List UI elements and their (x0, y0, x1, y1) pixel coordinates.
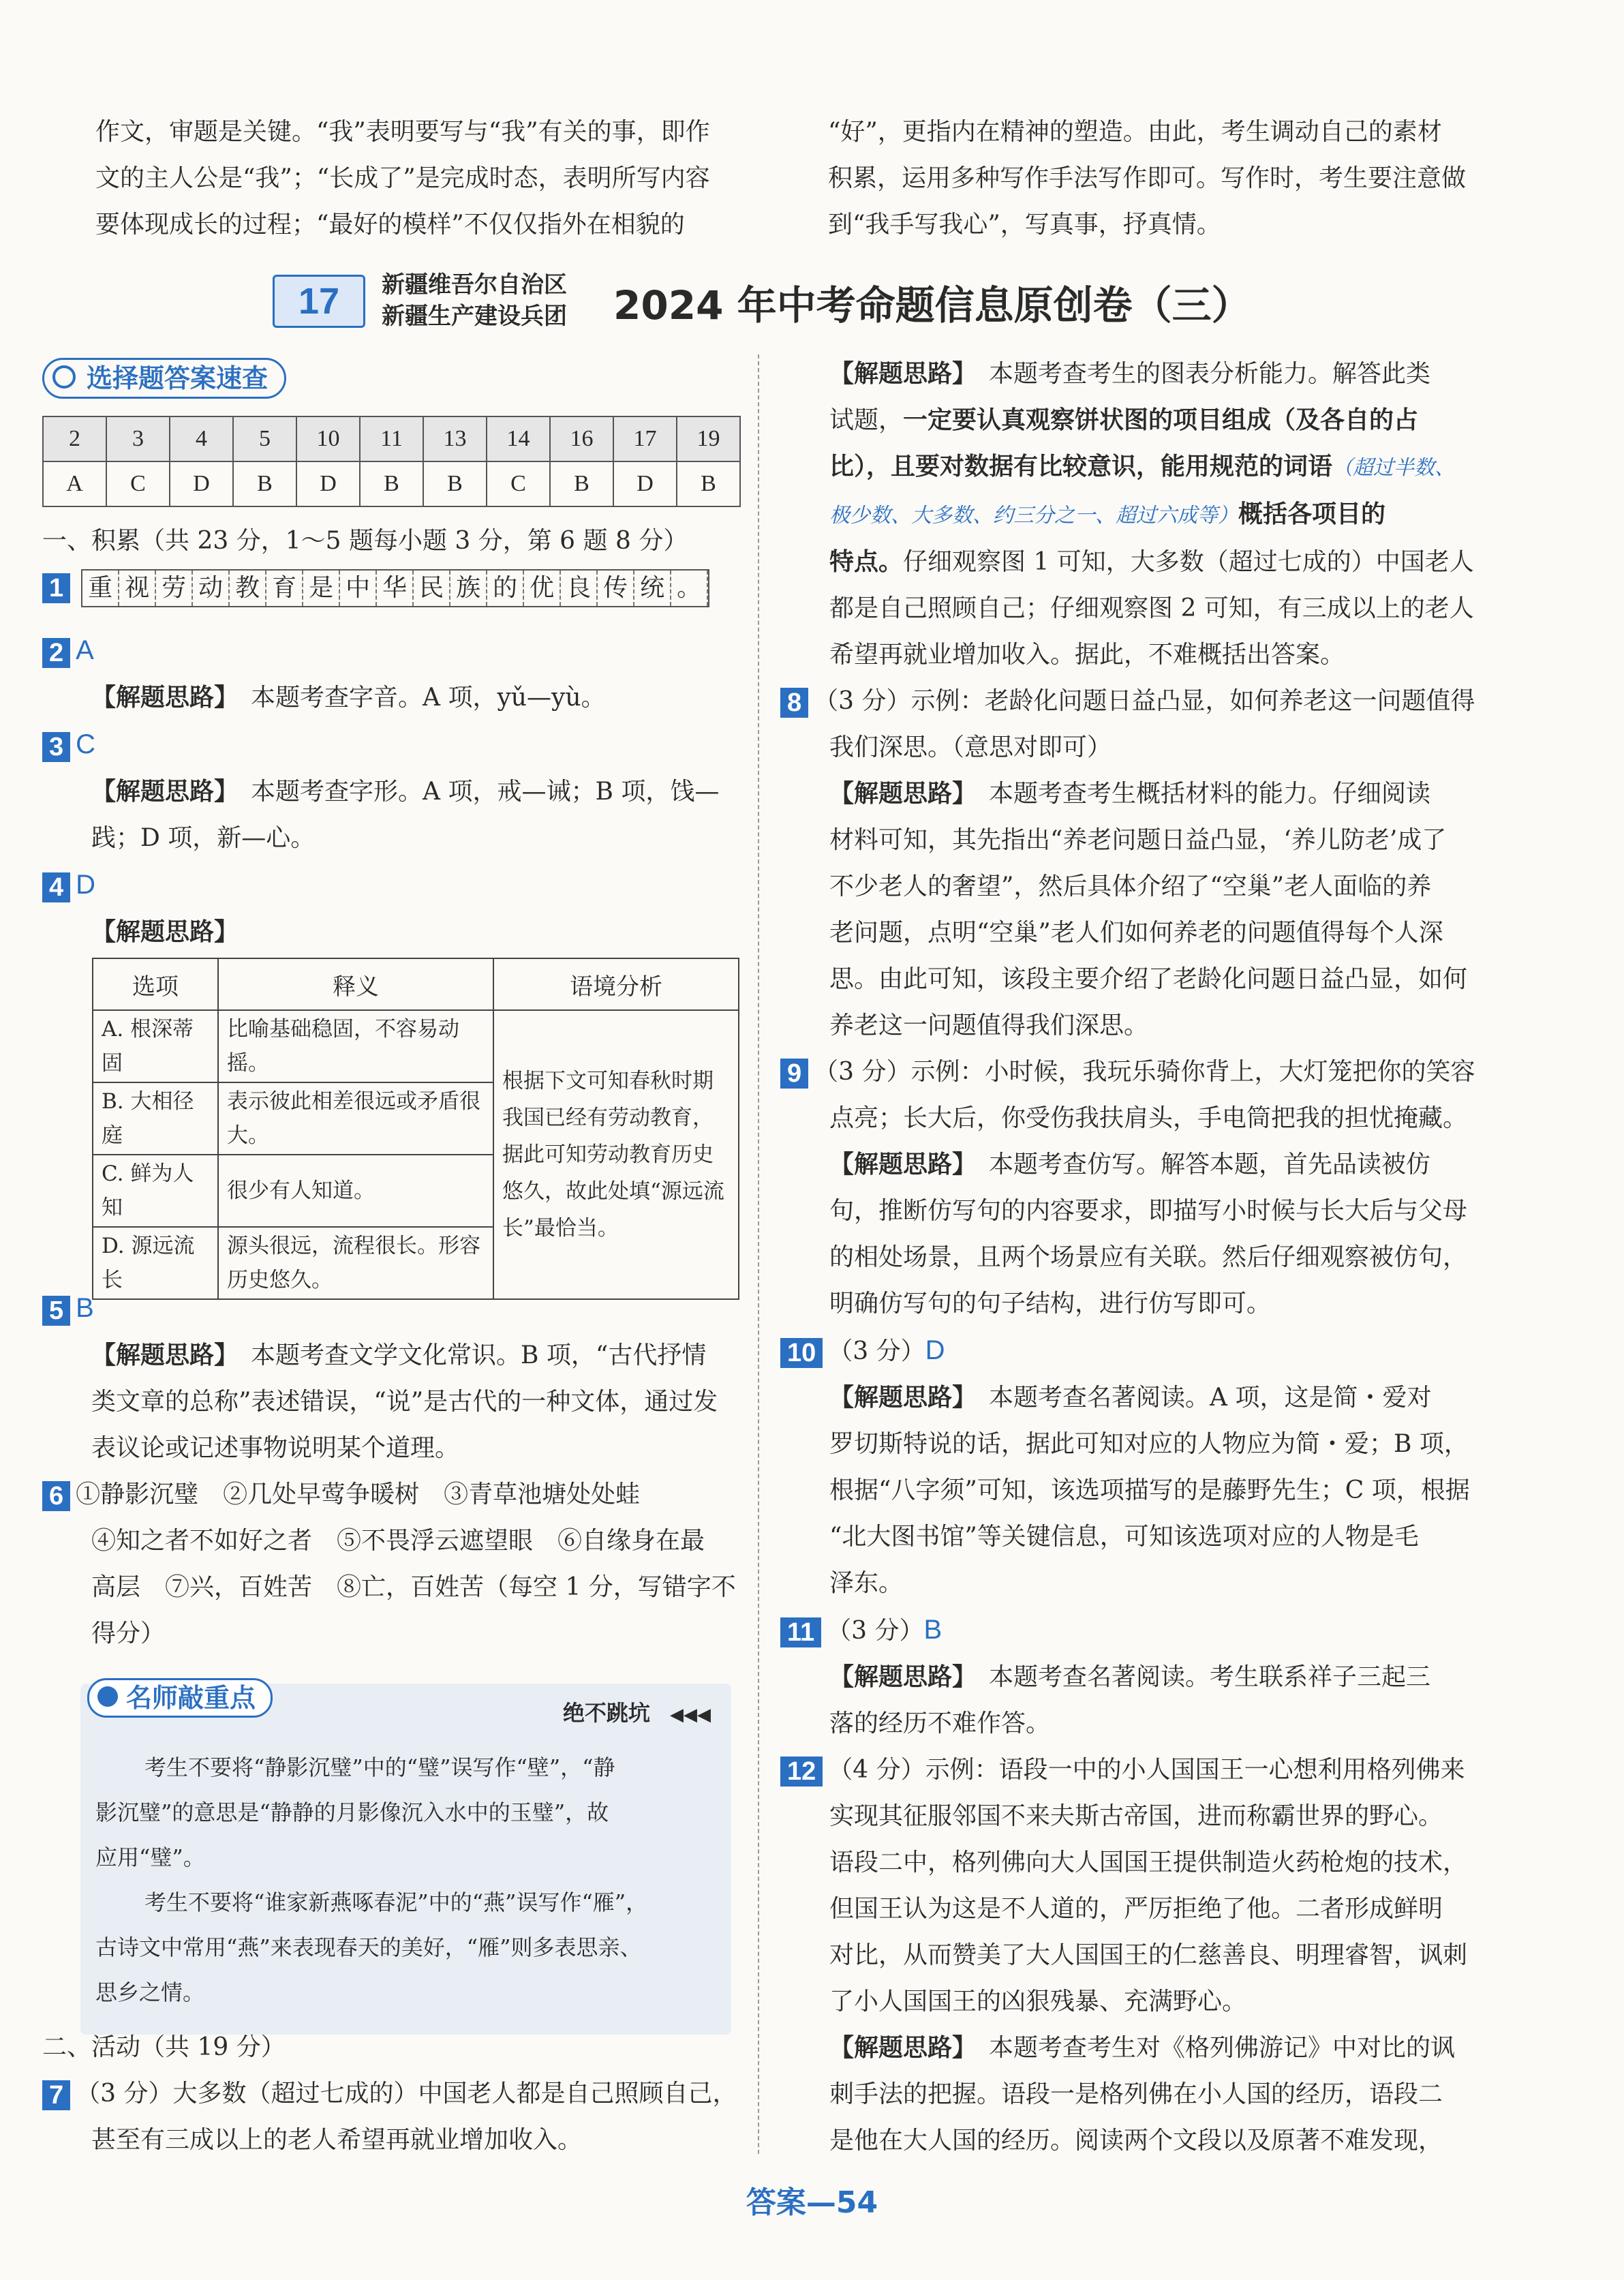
target-icon (52, 365, 76, 389)
dictation-char: 的 (487, 571, 524, 606)
dictation-char: 教 (230, 571, 266, 606)
q10: 10 （3 分）D (780, 1327, 1482, 1375)
q5: 5 B (42, 1285, 744, 1333)
dictation-char: 良 (561, 571, 598, 606)
question-number-cell: 14 (487, 416, 550, 461)
quick-check-label: 选择题答案速查 (42, 358, 286, 399)
q8: 8 （3 分）示例：老龄化问题日益凸显，如何养老这一问题值得 (780, 678, 1482, 725)
dictation-char: 劳 (156, 571, 193, 606)
answer-cell: B (550, 461, 613, 506)
region-line1: 新疆维吾尔自治区 (382, 271, 567, 299)
q1: 1 重 视 劳 动 教 育 是 中 华 民 族 的 优 良 传 统 。 (42, 569, 709, 607)
dictation-char: 优 (524, 571, 561, 606)
answer-cell: D (613, 461, 677, 506)
q9: 9 （3 分）示例：小时候，我玩乐骑你背上，大灯笼把你的笑容 (780, 1049, 1482, 1095)
left-column-3: 二、活动（共 19 分） 7 （3 分）大多数（超过七成的）中国老人都是自己照顾自己， 甚至有三成以上的老人希望再就业增加收入。 (42, 2024, 744, 2163)
header-analysis: 语境分析 (493, 958, 739, 1010)
left-column: 2 A 【解题思路】 本题考查字音。A 项，yǔ—yù。 3 C 【解题思路】 本题考查字形。A 项，戒—诫；B 项，饯— 践；D 项，新—心。 4 D 【解题思路】 (42, 627, 744, 956)
dictation-char: 重 (82, 571, 119, 606)
answer-quick-table (42, 416, 741, 507)
header-option: 选项 (93, 958, 218, 1010)
dictation-char: 中 (340, 571, 377, 606)
dictation-char: 动 (193, 571, 230, 606)
dictation-grid (81, 569, 709, 607)
teacher-tip-box: 名师敲重点 绝不跳坑 ◀◀◀ 考生不要将“静影沉璧”中的“璧”误写作“壁”，“静 影沉璧”的意思是“静静的月影像沉入水中的玉璧”，故 应用“璧”。 考生不要将“谁家新燕啄春泥”中的“燕”误写作“雁”， 古诗文中常用“燕”来表现春天的美好，“雁”则多表思亲、 思乡之情。 (80, 1684, 731, 2035)
answer-cell: C (106, 461, 170, 506)
q2: 2 A (42, 627, 744, 675)
dictation-char: 传 (598, 571, 634, 606)
q6: 6 ①静影沉璧 ②几处早莺争暖树 ③青草池塘处处蛙 (42, 1472, 744, 1518)
question-number-cell: 19 (677, 416, 740, 461)
question-number-cell: 13 (423, 416, 487, 461)
question-number-cell: 4 (170, 416, 233, 461)
question-number-cell: 11 (360, 416, 423, 461)
question-number-cell: 3 (106, 416, 170, 461)
section1-title: 一、积累（共 23 分，1～5 题每小题 3 分，第 6 题 8 分） (42, 527, 688, 555)
paper-number: 17 (273, 275, 365, 328)
answer-cell: D (170, 461, 233, 506)
answer-cell: B (360, 461, 423, 506)
paper-header (273, 269, 1295, 337)
answer-cell: B (677, 461, 740, 506)
tip-label: 名师敲重点 (87, 1678, 273, 1718)
dictation-char: 育 (266, 571, 303, 606)
dictation-char: 是 (303, 571, 340, 606)
dictation-char: 华 (377, 571, 414, 606)
q3: 3 C (42, 721, 744, 769)
page-number: 答案—54 (746, 2185, 878, 2220)
answer-cell: B (233, 461, 296, 506)
answer-cell: C (487, 461, 550, 506)
header-meaning: 释义 (218, 958, 493, 1010)
right-column: 【解题思路】 本题考查考生的图表分析能力。解答此类 试题，一定要认真观察饼状图的项目组成（及各自的占 比），且要对数据有比较意识，能用规范的词语（超过半数、 极少数、大多数、约三分之一、超过六成等）概括各项目的 特点。仔细观察图 1 可知，大多数（超过七成的）中国老人 都是自己照顾自己；仔细观察图 2 可知，有三成以上的老人 希望再就业增加收入。据此，不难概括出答案。 8 （3 分）示例：老龄化问题日益凸显，如何养老这一问题值得 我们深思。（意思对即可） 【解题思路】 本题考查考生概括材料的能力。仔细阅读 材料可知，其先指出“养老问题日益凸显，‘养儿防老’成了 不少老人的奢望”，然后具体介绍了“空巢”老人面临的养 老问题，点明“空巢”老人们如何养老的问题值得每个人深 思。由此可知，该段主要介绍了老龄化问题日益凸显，如何 养老这一问题值得我们深思。 9 （3 分）示例：小时候，我玩乐骑你背上，大灯笼把你的笑容 点亮；长大后，你受伤我扶肩头，手电筒把我的担忧掩藏。 【解题思路】 本题考查仿写。解答本题，首先品读被仿 句，推断仿写句的内容要求，即描写小时候与长大后与父母 的相处场景，且两个场景应有关联。然后仔细观察被仿句， 明确仿写句的句子结构，进行仿写即可。 10 （3 分）D 【解题思路】 本题考查名著阅读。A 项，这是简・爱对 罗切斯特说的话，据此可知对应的人物应为简・爱；B 项， 根据“八字须”可知，该选项描写的是藤野先生；C 项，根据 “北大图书馆”等关键信息，可知该选项对应的人物是毛 泽东。 11 （3 分）B 【解题思路】 本题考查名著阅读。考生联系祥子三起三 落的经历不难作答。 12 （4 分）示例：语段一中的小人国国王一心想利用格列佛来 实现其征服邻国不来夫斯古帝国，进而称霸世界的野心。 语段二中，格列佛向大人国国王提供制造火药枪炮的技术， 但国王认为这是不人道的，严厉拒绝了他。二者形成鲜明 对比，从而赞美了大人国国王的仁慈善良、明理睿智，讽刺 了小人国国王的凶狠残暴、充满野心。 【解题思路】 本题考查考生对《格列佛游记》中对比的讽 刺手法的把握。语段一是格列佛在小人国的经历，语段二 是他在大人国的经历。阅读两个文段以及原著不难发现， (780, 351, 1482, 2164)
dictation-char: 。 (671, 571, 708, 606)
column-divider (758, 354, 759, 2154)
dictation-char: 统 (634, 571, 671, 606)
answer-cell: A (43, 461, 106, 506)
q7: 7 （3 分）大多数（超过七成的）中国老人都是自己照顾自己， (42, 2071, 744, 2117)
tip-sub: 绝不跳坑 (562, 1700, 650, 1726)
q11: 11 （3 分）B (780, 1607, 1482, 1654)
arrows-icon: ◀◀◀ (670, 1705, 711, 1725)
analysis-cell: 根据下文可知春秋时期我国已经有劳动教育，据此可知劳动教育历史悠久，故此处填“源远流长”最恰当。 (493, 1010, 739, 1299)
answer-cell: D (296, 461, 360, 506)
question-number-cell: 17 (613, 416, 677, 461)
idiom-table: 选项 释义 语境分析 A. 根深蒂固 比喻基础稳固，不容易动摇。 根据下文可知春秋时期我国已经有劳动教育，据此可知劳动教育历史悠久，故此处填“源远流长”最恰当。 B. 大相径庭 表示彼此相差很远或矛盾很大。 C. 鲜为人知 很少有人知道。 D. 源远流长 源头很远，流程很长。形容历史悠久。 (92, 958, 739, 1300)
paper-title: 2024 年中考命题信息原创卷（三） (613, 282, 1251, 329)
answer-cell: B (423, 461, 487, 506)
dictation-char: 民 (414, 571, 450, 606)
top-left-text: 作文，审题是关键。“我”表明要写与“我”有关的事，即作 文的主人公是“我”；“长成了”是完成时态，表明所写内容 要体现成长的过程；“最好的模样”不仅仅指外在相貌的 (95, 118, 710, 239)
dictation-char: 视 (119, 571, 156, 606)
question-number-cell: 16 (550, 416, 613, 461)
flower-icon (97, 1686, 118, 1707)
top-right-text: “好”，更指内在精神的塑造。由此，考生调动自己的素材 积累，运用多种写作手法写作即可。写作时，考生要注意做 到“我手写我心”，写真事，抒真情。 (828, 118, 1467, 239)
q12: 12 （4 分）示例：语段一中的小人国国王一心想利用格列佛来 (780, 1747, 1482, 1793)
q4: 4 D (42, 862, 744, 909)
dictation-char: 族 (450, 571, 487, 606)
left-column-2: 5 B 【解题思路】 本题考查文学文化常识。B 项，“古代抒情 类文章的总称”表述错误，“说”是古代的一种文体，通过发 表议论或记述事物说明某个道理。 6 ①静影沉璧 ②几处早莺争暖树 ③青草池塘处处蛙 ④知之者不如好之者 ⑤不畏浮云遮望眼 ⑥自缘身在最 高层 ⑦兴，百姓苦 ⑧亡，百姓苦（每空 1 分，写错字不 得分） (42, 1285, 744, 1657)
region-line2: 新疆生产建设兵团 (382, 303, 567, 330)
question-number-cell: 2 (43, 416, 106, 461)
question-number-cell: 10 (296, 416, 360, 461)
question-number-cell: 5 (233, 416, 296, 461)
